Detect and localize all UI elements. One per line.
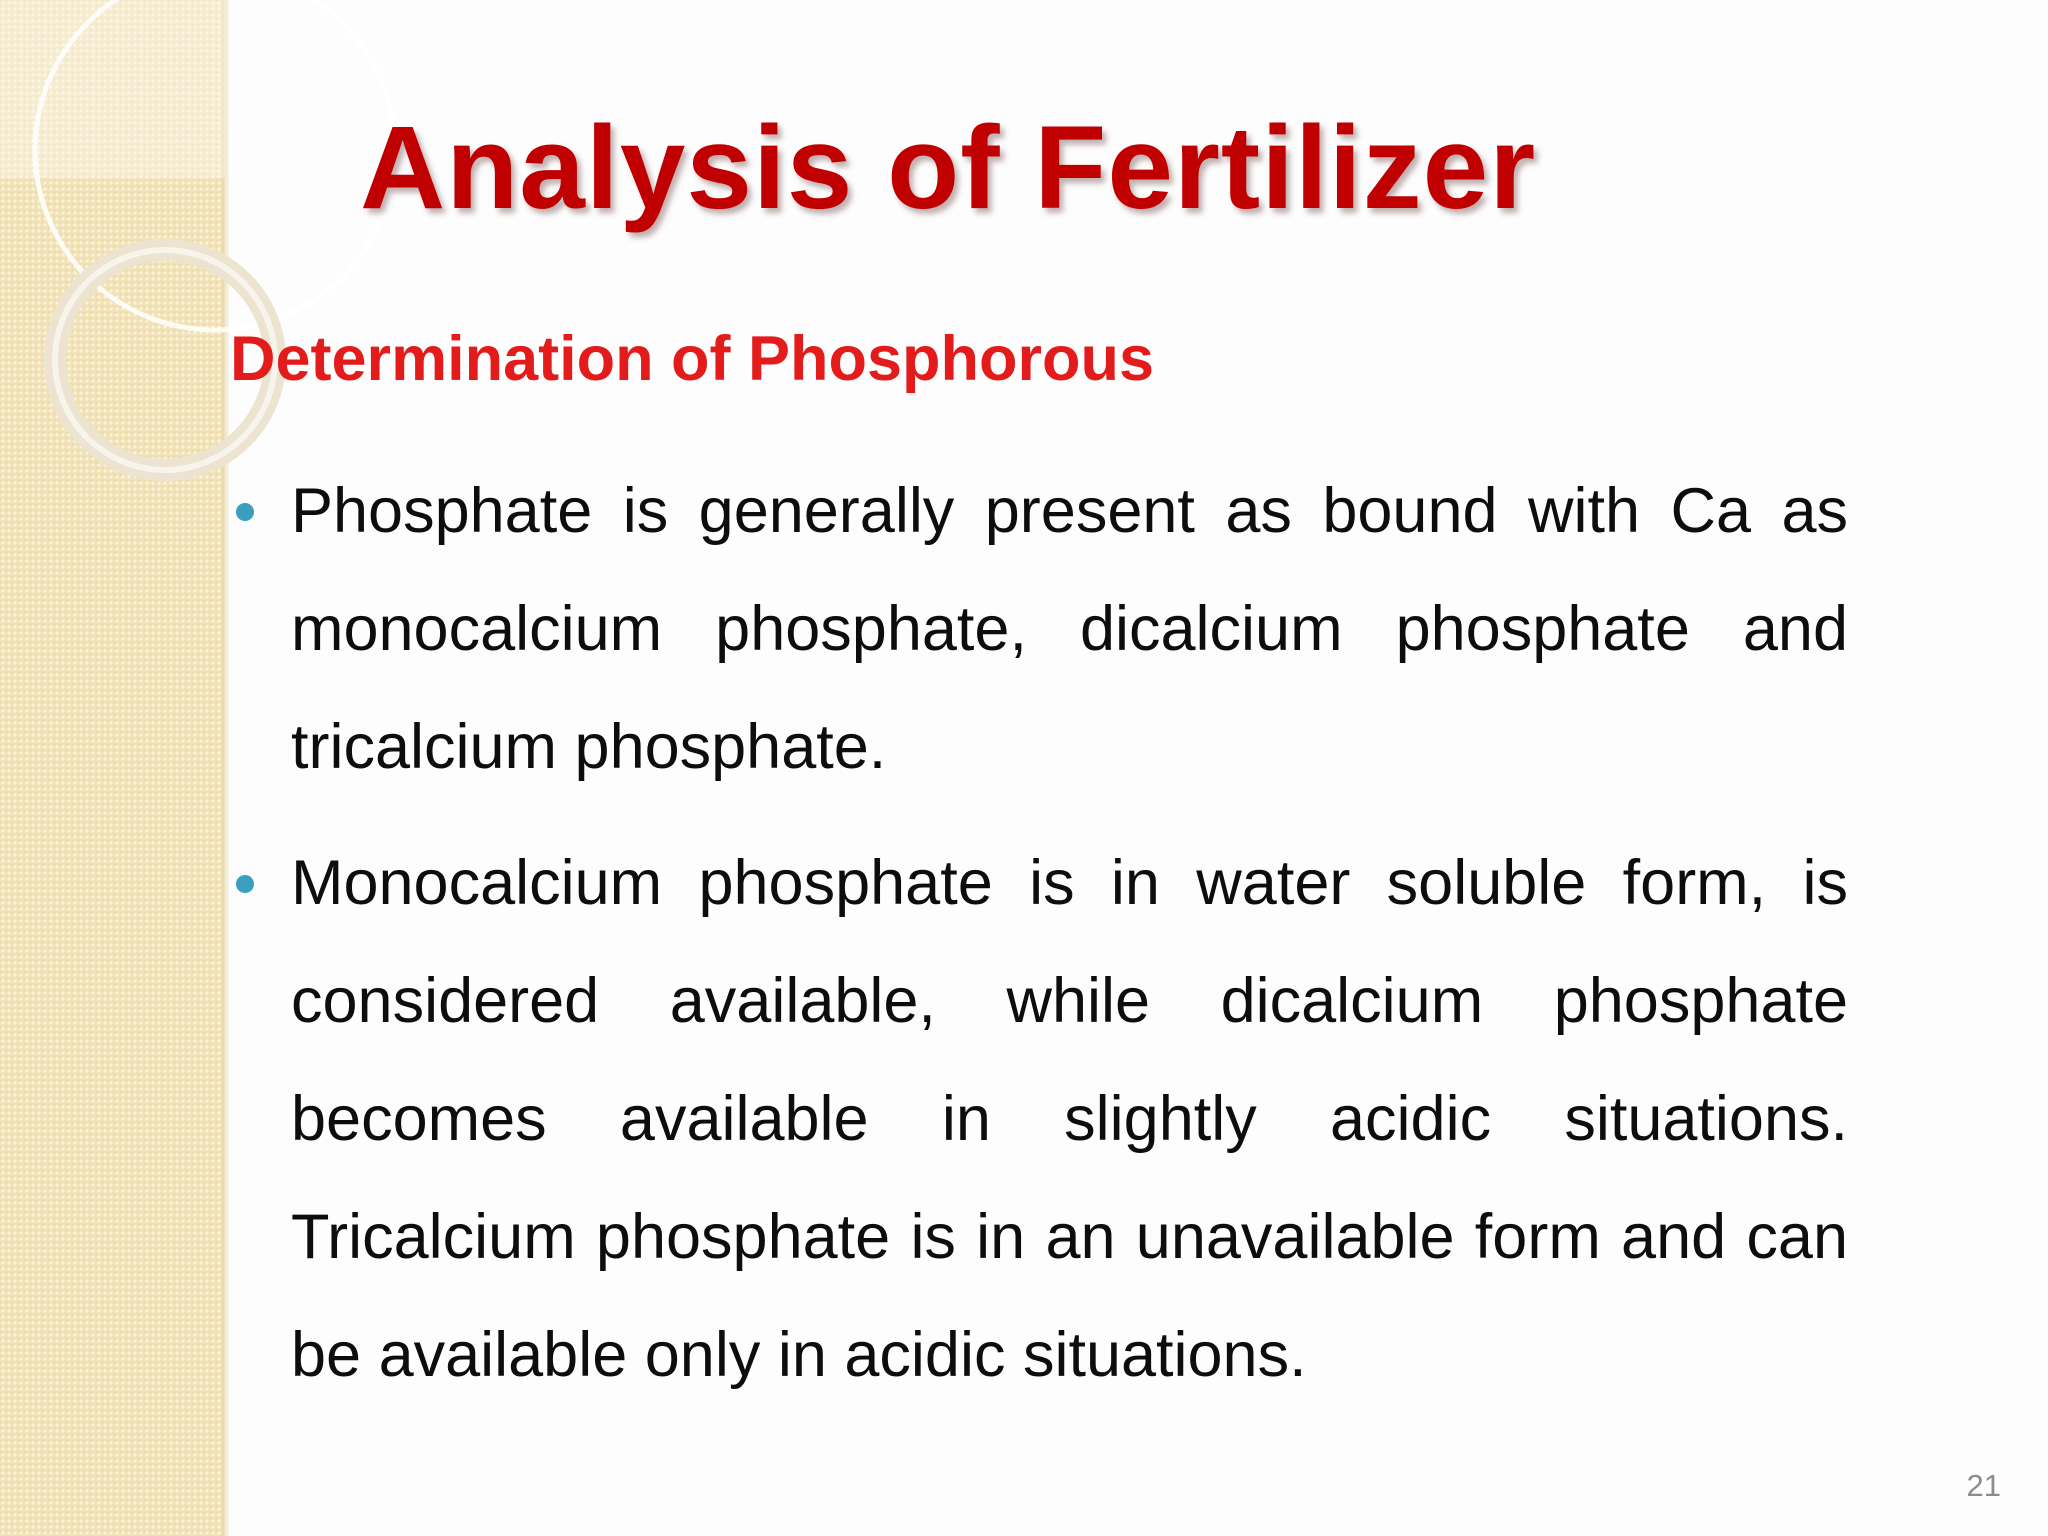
decorative-rings [0, 0, 420, 520]
slide-title: Analysis of Fertilizer [360, 102, 1537, 234]
bullet-text: Monocalcium phosphate is in water soluble form, is considered available, while dicalcium phosphate becomes available in slightly acidic situations. Tricalcium phosphate is in an unavailable form and can be available only in acidic situations. [291, 848, 1848, 1390]
page-number: 21 [1966, 1468, 2001, 1503]
bullet-item-1 [228, 452, 1848, 806]
bullet-text: Phosphate is generally present as bound with Ca as monocalcium phosphate, dicalcium phosphate and tricalcium phosphate. [291, 476, 1848, 782]
slide-subtitle: Determination of Phosphorous [230, 324, 1155, 394]
bullet-dot-icon [236, 503, 254, 521]
bullet-dot-icon [236, 875, 254, 893]
top-left-panel [0, 0, 225, 178]
bullet-list [228, 452, 1848, 1432]
bullet-item-2 [228, 824, 1848, 1414]
